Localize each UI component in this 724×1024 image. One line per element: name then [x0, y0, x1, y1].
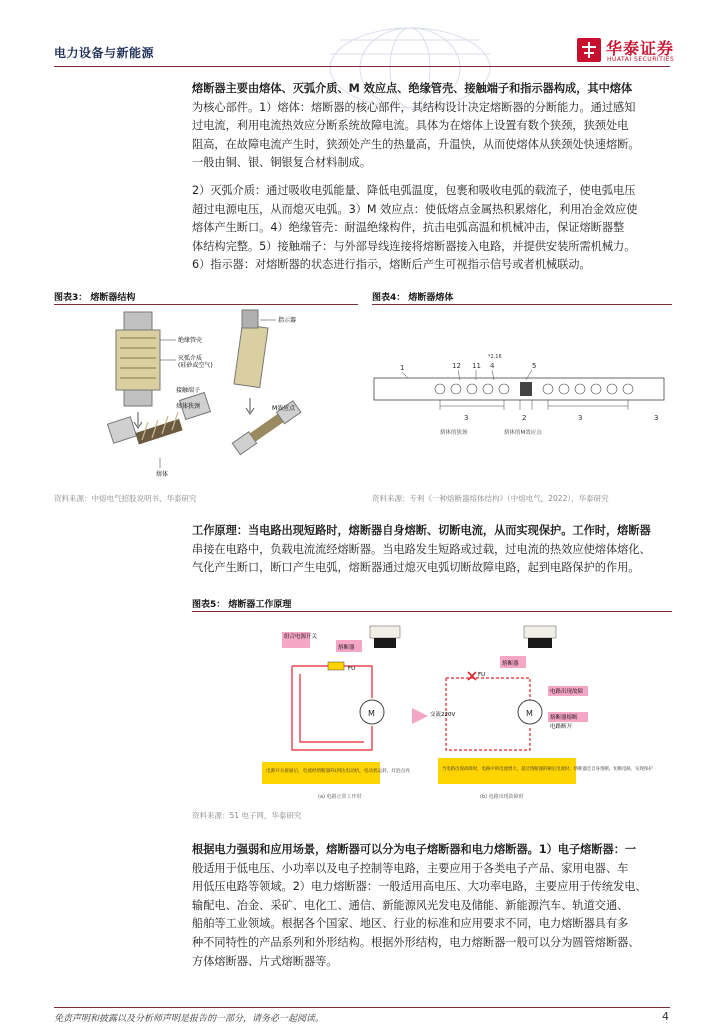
fig4-label-4: 4: [490, 362, 495, 370]
fig4-label-12: 12: [452, 362, 461, 370]
fig3-label-arc-medium: 灭弧介质: [178, 355, 203, 362]
fig5-right-note: 当电路出现故障时，电路中的电流增大，超过熔断器的额定电流时，熔断器会自身熔断，切断电路，实现保护: [442, 767, 653, 772]
fig5-left-note: 电源开关接通后，电流经熔断器FU到达电动机，电动机运转，灯泡点亮: [266, 769, 410, 774]
para1-line-5: 一般由铜、银、铜银复合材料制成。: [192, 156, 372, 170]
figure-3-rule: [54, 304, 358, 305]
transition-arrow-icon: [412, 708, 428, 724]
figure-5-title: 图表5： 熔断器工作原理: [192, 600, 292, 610]
fig5-right-open-label: 电路断开: [550, 724, 573, 730]
figure-5-rule: [192, 611, 672, 612]
svg-text:(硅砂或空气): (硅砂或空气): [178, 362, 213, 369]
para1-line-1: 熔断器主要由熔体、灭弧介质、M 效应点、绝缘管壳、接触端子和指示器构成，其中熔体: [192, 82, 633, 95]
fig5-right-voltage: 交流220V: [430, 712, 456, 718]
fig3-label-insulating-tube: 绝缘管壳: [178, 337, 203, 344]
fig4-label-3b: 3: [578, 414, 583, 422]
para1-line-4: 阻高，在故障电流产生时，狭颈处产生的热量高，升温快，从而使熔体从狭颈处快速熔断。: [192, 137, 640, 151]
fig4-label-3c: 3: [654, 414, 659, 422]
fig5-right-caption: (b) 电路出现故障时: [480, 794, 524, 800]
figure-4-source: 资料来源：专利《一种熔断器熔体结构》（中熔电气，2022），华泰研究: [372, 494, 609, 503]
fig3-label-neck: 熔体狭颈: [176, 403, 201, 410]
figure-4-rule: [372, 304, 672, 305]
header-rule: [54, 66, 670, 67]
m-effect-point: [520, 382, 532, 396]
logo-icon: [577, 38, 601, 62]
para3-line-1: 工作原理：当电路出现短路时，熔断器自身熔断、切断电流，从而实现保护。工作时，熔断器: [192, 524, 651, 537]
fig4-label-5: 5: [532, 362, 537, 370]
para4-line-1: 根据电力强弱和应用场景，熔断器可以分为电子熔断器和电力熔断器。1）电子熔断器：一: [192, 843, 637, 856]
para2-line-2: 超过电源电压，从而熄灭电弧。3）M 效应点：使低熔点金属热积累熔化，利用冶金效应使: [192, 202, 638, 216]
fig5-right-fu: FU: [478, 672, 486, 678]
fig4-caption-neck: 熔体的狭颈: [440, 430, 468, 436]
fig4-label-11: 11: [472, 362, 481, 370]
para4-line-7: 方体熔断器、片式熔断器等。: [192, 954, 338, 968]
figure-3-fuse-structure-diagram: [100, 308, 320, 480]
section-title: 电力设备与新能源: [54, 46, 155, 60]
para2-line-5: 6）指示器：对熔断器的状态进行指示，熔断后产生可视指示信号或者机械联动。: [192, 258, 591, 272]
fig5-right-fault-label: 电路出现故障: [550, 689, 584, 695]
header-globe-watermark: [300, 24, 520, 68]
logo-text: 华泰证券: [606, 39, 675, 58]
fig5-right-motor: M: [526, 709, 533, 718]
fig5-right-fuse-label: 熔断器: [502, 661, 519, 667]
fig3-label-indicator: 指示器: [278, 317, 297, 324]
fig4-label-1: 1: [400, 364, 405, 372]
fig4-label-2: 2: [522, 414, 527, 422]
fig4-caption-m-point: 熔体的M效应点: [504, 430, 542, 436]
paragraph-fuse-components: [192, 80, 672, 173]
figure-4-title: 图表4： 熔断器熔体: [372, 293, 454, 303]
fuse-element-strip: [374, 378, 664, 400]
figure-3-source: 资料来源：中熔电气招股说明书，华泰研究: [54, 494, 197, 503]
para2-line-1: 2）灭弧介质：通过吸收电弧能量、降低电弧温度，包裹和吸收电弧的载流子，使电弧电压: [192, 184, 636, 197]
fig5-right-blown-label: 熔断器熔断: [550, 715, 578, 721]
footer-rule: [54, 1007, 670, 1008]
footer-disclaimer: 免责声明和披露以及分析师声明是报告的一部分，请务必一起阅读。: [54, 1014, 325, 1024]
fig5-left-fuse-label: 熔断器: [338, 645, 355, 651]
fig5-left-switch-label: 组合电源开关: [284, 634, 318, 640]
figure-3-title: 图表3： 熔断器结构: [54, 293, 136, 303]
logo-subtext: HUATAI SECURITIES: [607, 56, 675, 63]
para1-line-3: 过电流，利用电流热效应分断系统故障电流。具体为在熔体上设置有数个狭颈，狭颈处电: [192, 119, 629, 133]
fig4-label-3a: 3: [464, 414, 469, 422]
fig5-left-fu: FU: [348, 666, 356, 672]
circuit-fault: [430, 616, 653, 800]
para1-line-2: 为核心部件。1）熔体：熔断器的核心部件，其结构设计决定熔断器的分断能力。通过感知: [192, 100, 636, 114]
figure-4-fuse-element-diagram: [372, 348, 672, 438]
para2-line-4: 体结构完整。5）接触端子：与外部导线连接将熔断器接入电路，并提供安装所需机械力。: [192, 239, 636, 253]
fuse-body: [116, 330, 160, 390]
para4-line-4: 输配电、冶金、采矿、电化工、通信、新能源风光发电及储能、新能源汽车、轨道交通、: [192, 898, 629, 912]
figure-5-source: 资料来源：51 电子网，华泰研究: [192, 811, 302, 820]
para2-line-3: 熔体产生断口。4）绝缘管壳：耐温绝缘构件，抗击电弧高温和机械冲击，保证熔断器整: [192, 221, 625, 235]
figure-5-working-principle-diagram: [262, 616, 653, 802]
para3-line-3: 气化产生断口，断口产生电弧，熔断器通过熄灭电弧切断故障电路，起到电路保护的作用。: [192, 561, 640, 575]
paragraph-working-principle: [192, 522, 672, 578]
circuit-normal: [262, 616, 410, 800]
fig4-top-note: *2.16: [488, 354, 502, 360]
fig3-label-m-point: M效应点: [272, 405, 296, 412]
para4-line-6: 种不同特性的产品系列和外形结构。根据外形结构，电力熔断器一般可以分为圆管熔断器、: [192, 935, 640, 949]
para4-line-5: 船舶等工业领域。根据各个国家、地区、行业的标准和应用要求不同，电力熔断器具有多: [192, 917, 629, 931]
fig3-label-element: 熔体: [156, 471, 169, 478]
paragraph-fuse-parts: [192, 182, 672, 275]
break-x-icon: [468, 672, 476, 680]
para4-line-2: 般适用于低电压、小功率以及电子控制等电路，主要应用于各类电子产品、家用电器、车: [192, 861, 629, 875]
para4-line-3: 用低压电路等领域。2）电力熔断器：一般适用高电压、大功率电路，主要应用于传统发电、: [192, 880, 647, 894]
paragraph-fuse-categories: [192, 841, 672, 971]
page-number: 4: [662, 1010, 669, 1023]
fig5-left-motor: M: [368, 709, 375, 718]
para3-line-2: 串接在电路中，负载电流流经熔断器。当电路发生短路或过载，过电流的热效应使熔体熔化、: [192, 542, 651, 556]
fig5-left-caption: (a) 电路正常工作时: [318, 794, 362, 800]
fig3-label-contact: 接触端子: [176, 387, 201, 394]
